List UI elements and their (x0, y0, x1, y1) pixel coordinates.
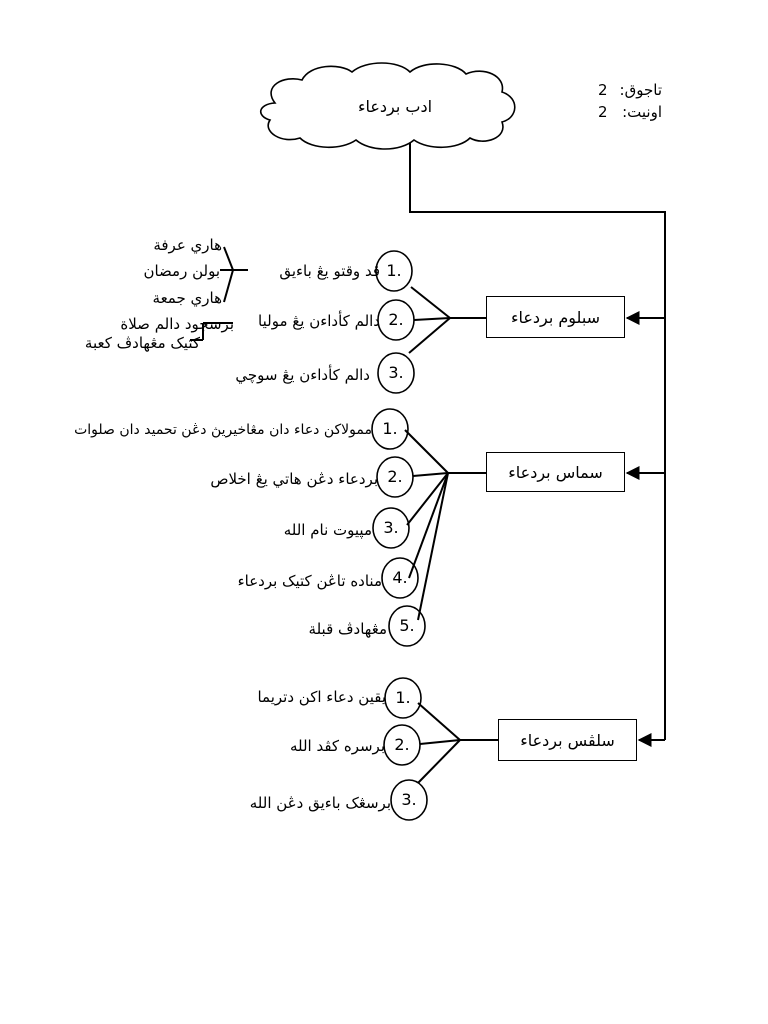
branch-during-box: سماس بردعاء (486, 452, 625, 492)
item-number: 1. (395, 688, 411, 707)
branch-before-item: ڤد وقتو يڠ باءيق (279, 262, 380, 280)
branch-during-item: مپيوت نام الله (283, 521, 372, 539)
example-time: هاري عرفة (153, 236, 222, 254)
branch-before-item: دالم كأداءن يڠ موليا (258, 312, 380, 330)
item-number: 3. (401, 790, 417, 809)
branch-during-item: مڠهادڤ قبلة (308, 620, 387, 638)
item-number: 2. (388, 310, 404, 329)
example-state: كتيک مڠهادڤ كعبة (84, 334, 200, 352)
example-time: هاري جمعة (152, 289, 222, 307)
item-number: 3. (383, 518, 399, 537)
item-number: 1. (382, 419, 398, 438)
branch-after-item: برسڠک باءيق دڠن الله (249, 794, 391, 812)
unit-value: 2 (598, 103, 608, 121)
branch-during-item: مناده تاڠن كتيک بردعاء (237, 572, 382, 590)
example-time: بولن رمضان (143, 262, 220, 280)
branch-during-item: بردعاء دڠن هاتي يڠ اخلاص (210, 470, 378, 488)
main-spine-line (410, 142, 665, 740)
item-number: 3. (388, 363, 404, 382)
unit-label: اونيت: (622, 103, 662, 121)
item-number: 5. (399, 616, 415, 635)
item-number: 2. (387, 467, 403, 486)
item-number: 4. (392, 568, 408, 587)
branch-after-box: سلڤس بردعاء (498, 719, 637, 761)
branch-after-item: برسره كڤد الله (289, 737, 385, 755)
root-title: ادب بردعاء (357, 97, 433, 116)
branch-before-box: سبلوم بردعاء (486, 296, 625, 338)
branch-during-item: ممولاكن دعاء دان مڠاخيريڽ دڠن تحميد دان صلوات (74, 422, 372, 438)
subject-value: 2 (598, 81, 608, 99)
item-number: 2. (394, 735, 410, 754)
item-number: 1. (386, 261, 402, 280)
example-state: برسجود دالم صلاة (120, 315, 234, 333)
branch-after-item: يقين دعاء اكن دتريما (257, 688, 386, 706)
branch-before-item: دالم كأداءن يڠ سوچي (235, 366, 370, 384)
subject-label: تاجوق: (619, 81, 662, 99)
